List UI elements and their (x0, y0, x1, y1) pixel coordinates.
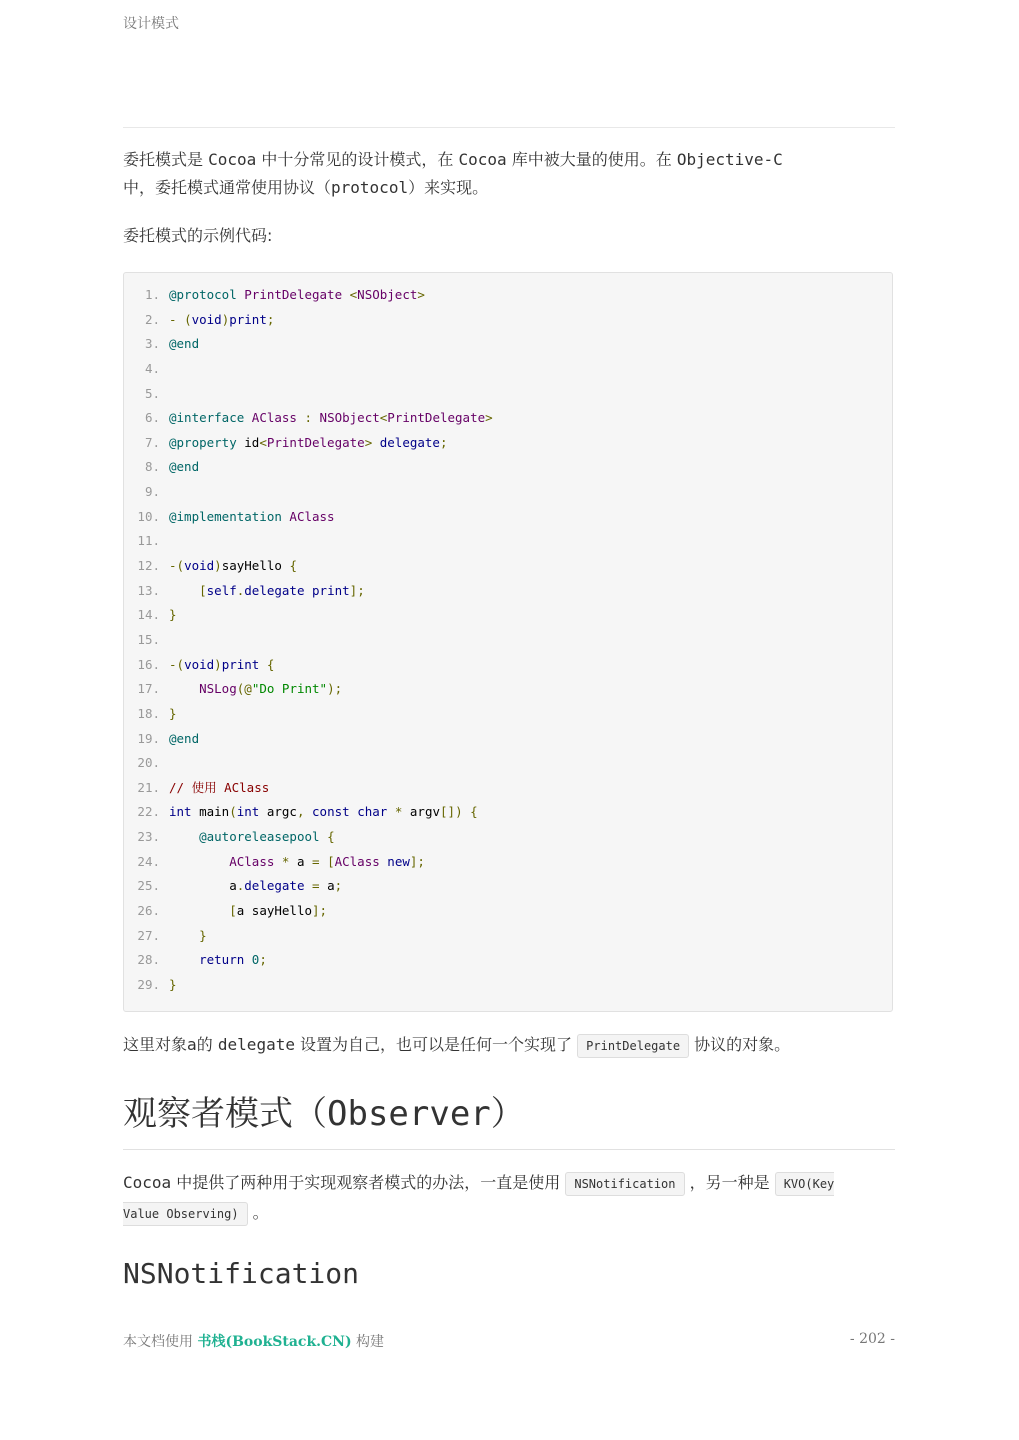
code-line (124, 653, 892, 678)
code-token: = (312, 853, 320, 869)
code-token: { (266, 656, 275, 672)
code-token: [ (229, 903, 237, 919)
code-token (244, 410, 252, 425)
line-number: 27. (137, 927, 160, 943)
code-line (124, 825, 892, 850)
code-line (124, 554, 892, 579)
code-line (124, 874, 892, 899)
code-token: - (169, 311, 177, 327)
code-token: char (357, 804, 388, 820)
code-token: { (289, 558, 297, 574)
term-delegate: delegate (217, 1035, 295, 1054)
code-token: * (281, 853, 290, 869)
line-number: 16. (137, 656, 160, 672)
code-token (169, 681, 199, 696)
code-line (124, 455, 892, 480)
code-content (169, 455, 199, 480)
code-token (320, 854, 328, 869)
code-token: AClass (229, 853, 275, 869)
after-code-text: 这里对象a的 (123, 1035, 218, 1054)
code-content (169, 579, 365, 604)
line-number: 26. (137, 903, 160, 919)
line-number: 13. (137, 582, 160, 598)
code-token (244, 952, 252, 967)
code-token: NSLog (199, 681, 237, 697)
code-content (169, 973, 177, 998)
code-token: { (327, 829, 335, 845)
code-token (169, 829, 199, 844)
line-number: 29. (137, 976, 160, 992)
code-token (169, 903, 229, 918)
code-token: delegate (244, 582, 305, 598)
line-number: 4. (144, 360, 160, 376)
intro-text: 中十分常见的设计模式，在 (256, 150, 459, 169)
code-token (305, 583, 313, 598)
code-line (124, 529, 892, 554)
code-token: AClass (251, 410, 297, 426)
code-content (169, 727, 199, 752)
code-token (387, 804, 395, 819)
code-token: int (169, 804, 192, 820)
code-token: const (312, 804, 350, 820)
code-token: NSObject (357, 287, 418, 302)
code-content (169, 702, 177, 727)
code-token: ]; (409, 853, 425, 869)
page-number: - 202 - (849, 1331, 895, 1347)
after-code-paragraph (123, 1031, 895, 1059)
code-token (372, 435, 380, 450)
code-token: a (319, 878, 335, 894)
code-token: return (199, 952, 245, 968)
code-token: @end (169, 336, 200, 352)
code-token: argc (259, 804, 297, 820)
heading-term-observer: Observer (327, 1094, 491, 1134)
code-line (124, 406, 892, 431)
line-number: 20. (137, 755, 160, 771)
code-token: -( (169, 558, 185, 574)
code-token (342, 287, 350, 302)
code-line (124, 431, 892, 456)
code-token: sayHello (221, 558, 290, 574)
code-block[interactable] (123, 272, 893, 1012)
code-token: []) (440, 804, 463, 820)
code-token: ); (327, 681, 343, 697)
intro-text: 中，委托模式通常使用协议（ (123, 178, 332, 197)
code-token: PrintDelegate (244, 287, 343, 302)
code-token: ( (229, 804, 237, 820)
code-line (124, 382, 892, 407)
code-token: print (229, 311, 267, 327)
code-content (169, 800, 478, 825)
line-number: 2. (144, 311, 160, 327)
line-number: 8. (144, 459, 160, 475)
observer-heading (123, 1090, 525, 1138)
code-token: PrintDelegate (387, 410, 486, 426)
code-content (169, 899, 327, 924)
code-token: id (236, 434, 260, 450)
code-content (169, 776, 269, 801)
code-token: @end (169, 459, 200, 475)
intro-term-protocol: protocol (331, 178, 409, 197)
code-token: { (470, 804, 478, 820)
observer-text: ，另一种是 (684, 1173, 775, 1192)
code-line (124, 283, 892, 308)
code-token: a (289, 853, 313, 869)
code-content (169, 308, 274, 333)
code-token (177, 312, 185, 327)
code-token: AClass (334, 853, 380, 869)
inline-code-kvo-cont: Value Observing) (123, 1202, 248, 1226)
code-token (274, 854, 282, 869)
code-token: @end (169, 730, 200, 746)
code-token: @interface (169, 410, 245, 426)
line-number: 10. (137, 508, 160, 524)
code-token: < (349, 287, 358, 302)
line-number: 11. (137, 533, 160, 549)
code-content (169, 554, 297, 579)
code-token (169, 952, 199, 967)
code-line (124, 308, 892, 333)
code-content (169, 924, 207, 949)
code-token (305, 804, 313, 819)
code-line (124, 800, 892, 825)
code-token: } (169, 607, 177, 623)
code-token: ) (214, 656, 222, 672)
inline-code-nsnotification: NSNotification (565, 1172, 684, 1196)
code-token: } (199, 927, 207, 943)
code-token: ]; (312, 903, 328, 919)
code-token (312, 410, 320, 425)
line-number: 28. (137, 952, 160, 968)
code-token: < (259, 434, 267, 450)
code-content (169, 406, 493, 431)
line-number: 17. (137, 681, 160, 697)
code-token (169, 583, 199, 598)
code-token: print (221, 656, 260, 672)
intro-term-objc: Objective-C (676, 150, 783, 169)
line-number: 12. (137, 558, 160, 574)
code-token: * (394, 804, 403, 820)
inline-code-printdelegate: PrintDelegate (577, 1034, 689, 1058)
code-token: self (206, 582, 237, 598)
code-line (124, 480, 892, 505)
code-token: a sayHello (236, 903, 313, 919)
code-content (169, 283, 425, 308)
code-token: ) (214, 558, 222, 574)
observer-text: 。 (247, 1203, 269, 1222)
code-line (124, 948, 892, 973)
heading-text: ） (490, 1094, 525, 1134)
code-token: NSObject (319, 410, 380, 426)
code-token: @protocol (169, 287, 237, 302)
line-number: 5. (144, 385, 160, 401)
line-number: 15. (137, 631, 160, 647)
code-line (124, 751, 892, 776)
nsnotification-heading: NSNotification (123, 1257, 360, 1290)
code-intro-text: 委托模式的示例代码: (123, 226, 273, 245)
line-number: 1. (144, 287, 160, 302)
line-number: 23. (137, 829, 160, 845)
code-token (169, 928, 199, 943)
code-token: main (191, 804, 230, 820)
intro-text: 委托模式是 (123, 150, 209, 169)
code-token: ) (221, 311, 230, 327)
observer-paragraph (123, 1168, 895, 1228)
code-content (169, 332, 199, 357)
code-token: } (169, 705, 177, 721)
code-token: ; (334, 878, 343, 894)
code-token: > (485, 410, 493, 426)
code-token: // 使用 AClass (169, 779, 270, 795)
code-line (124, 850, 892, 875)
code-token: new (387, 853, 410, 869)
code-line (124, 702, 892, 727)
footer-credit (123, 1331, 384, 1351)
code-token: 0 (251, 952, 260, 968)
line-number: 19. (137, 730, 160, 746)
code-token: delegate (379, 434, 440, 450)
code-content (169, 825, 335, 850)
code-token: } (169, 976, 177, 992)
code-token: argv (402, 804, 441, 820)
code-line (124, 505, 892, 530)
code-token (169, 854, 229, 869)
line-number: 7. (144, 434, 160, 450)
line-number: 3. (144, 336, 160, 352)
bookstack-link[interactable]: 书栈(BookStack.CN) (197, 1334, 352, 1350)
code-content (169, 874, 342, 899)
header-divider (123, 127, 895, 128)
code-content (169, 677, 342, 702)
code-token: void (191, 311, 222, 327)
intro-term-cocoa: Cocoa (208, 150, 257, 169)
code-token (320, 829, 328, 844)
code-content (169, 653, 274, 678)
code-token: . (236, 582, 245, 598)
code-token: ; (266, 311, 275, 327)
code-line (124, 603, 892, 628)
code-line (124, 677, 892, 702)
heading-divider (123, 1149, 895, 1150)
code-token: ; (259, 952, 267, 968)
code-token: "Do Print" (251, 681, 328, 697)
intro-term-cocoa: Cocoa (458, 150, 507, 169)
code-line (124, 973, 892, 998)
line-number: 22. (137, 804, 160, 820)
footer-text: 构建 (351, 1334, 385, 1350)
code-lines (124, 283, 892, 998)
code-line (124, 776, 892, 801)
code-token: = (312, 878, 320, 894)
code-content (169, 603, 177, 628)
code-token: (@ (236, 681, 252, 697)
code-token: PrintDelegate (266, 434, 365, 450)
code-token: ]; (349, 582, 365, 598)
code-line (124, 579, 892, 604)
code-line (124, 628, 892, 653)
code-token: a (169, 878, 237, 894)
intro-text: 库中被大量的使用。在 (506, 150, 677, 169)
after-code-text: 设置为自己，也可以是任何一个实现了 (294, 1035, 578, 1054)
observer-text: 中提供了两种用于实现观察者模式的办法，一直是使用 (171, 1173, 566, 1192)
code-token: , (296, 804, 305, 820)
code-token: -( (169, 656, 185, 672)
line-number: 21. (137, 779, 160, 795)
code-token: [ (199, 582, 207, 598)
code-line (124, 924, 892, 949)
code-content (169, 431, 448, 456)
after-code-text: 协议的对象。 (689, 1035, 791, 1054)
intro-text: ）来实现。 (408, 178, 489, 197)
code-token: AClass (289, 508, 335, 524)
code-token: delegate (244, 878, 305, 894)
heading-text: 观察者模式（ (123, 1094, 327, 1134)
code-token: void (184, 558, 215, 574)
intro-paragraph (123, 146, 895, 202)
code-line (124, 357, 892, 382)
footer-text: 本文档使用 (123, 1334, 198, 1350)
line-number: 14. (137, 607, 160, 623)
code-token: int (236, 804, 260, 820)
code-token: > (364, 434, 373, 450)
code-token: void (184, 656, 215, 672)
line-number: 25. (137, 878, 160, 894)
line-number: 6. (144, 410, 160, 426)
code-token (304, 878, 312, 893)
code-token: ; (439, 434, 448, 450)
code-content (169, 505, 335, 530)
code-token: < (379, 410, 388, 426)
code-token: @implementation (169, 508, 282, 524)
code-line (124, 727, 892, 752)
line-number: 9. (144, 484, 160, 500)
section-title: 设计模式 (123, 16, 179, 32)
code-token: > (417, 287, 425, 302)
code-token: @autoreleasepool (199, 829, 320, 845)
code-token (463, 804, 471, 819)
inline-code-kvo: KVO(Key (775, 1172, 835, 1196)
code-line (124, 899, 892, 924)
code-token: : (304, 410, 313, 426)
code-content (169, 948, 267, 973)
code-line (124, 332, 892, 357)
code-token: . (236, 878, 245, 894)
code-token (259, 657, 267, 672)
code-token: ( (184, 311, 192, 327)
term-cocoa: Cocoa (123, 1173, 172, 1192)
code-token: [ (327, 853, 335, 869)
line-number: 24. (137, 853, 160, 869)
code-token: print (312, 582, 350, 598)
code-token: @property (169, 434, 237, 450)
code-content (169, 850, 425, 875)
line-number: 18. (137, 705, 160, 721)
